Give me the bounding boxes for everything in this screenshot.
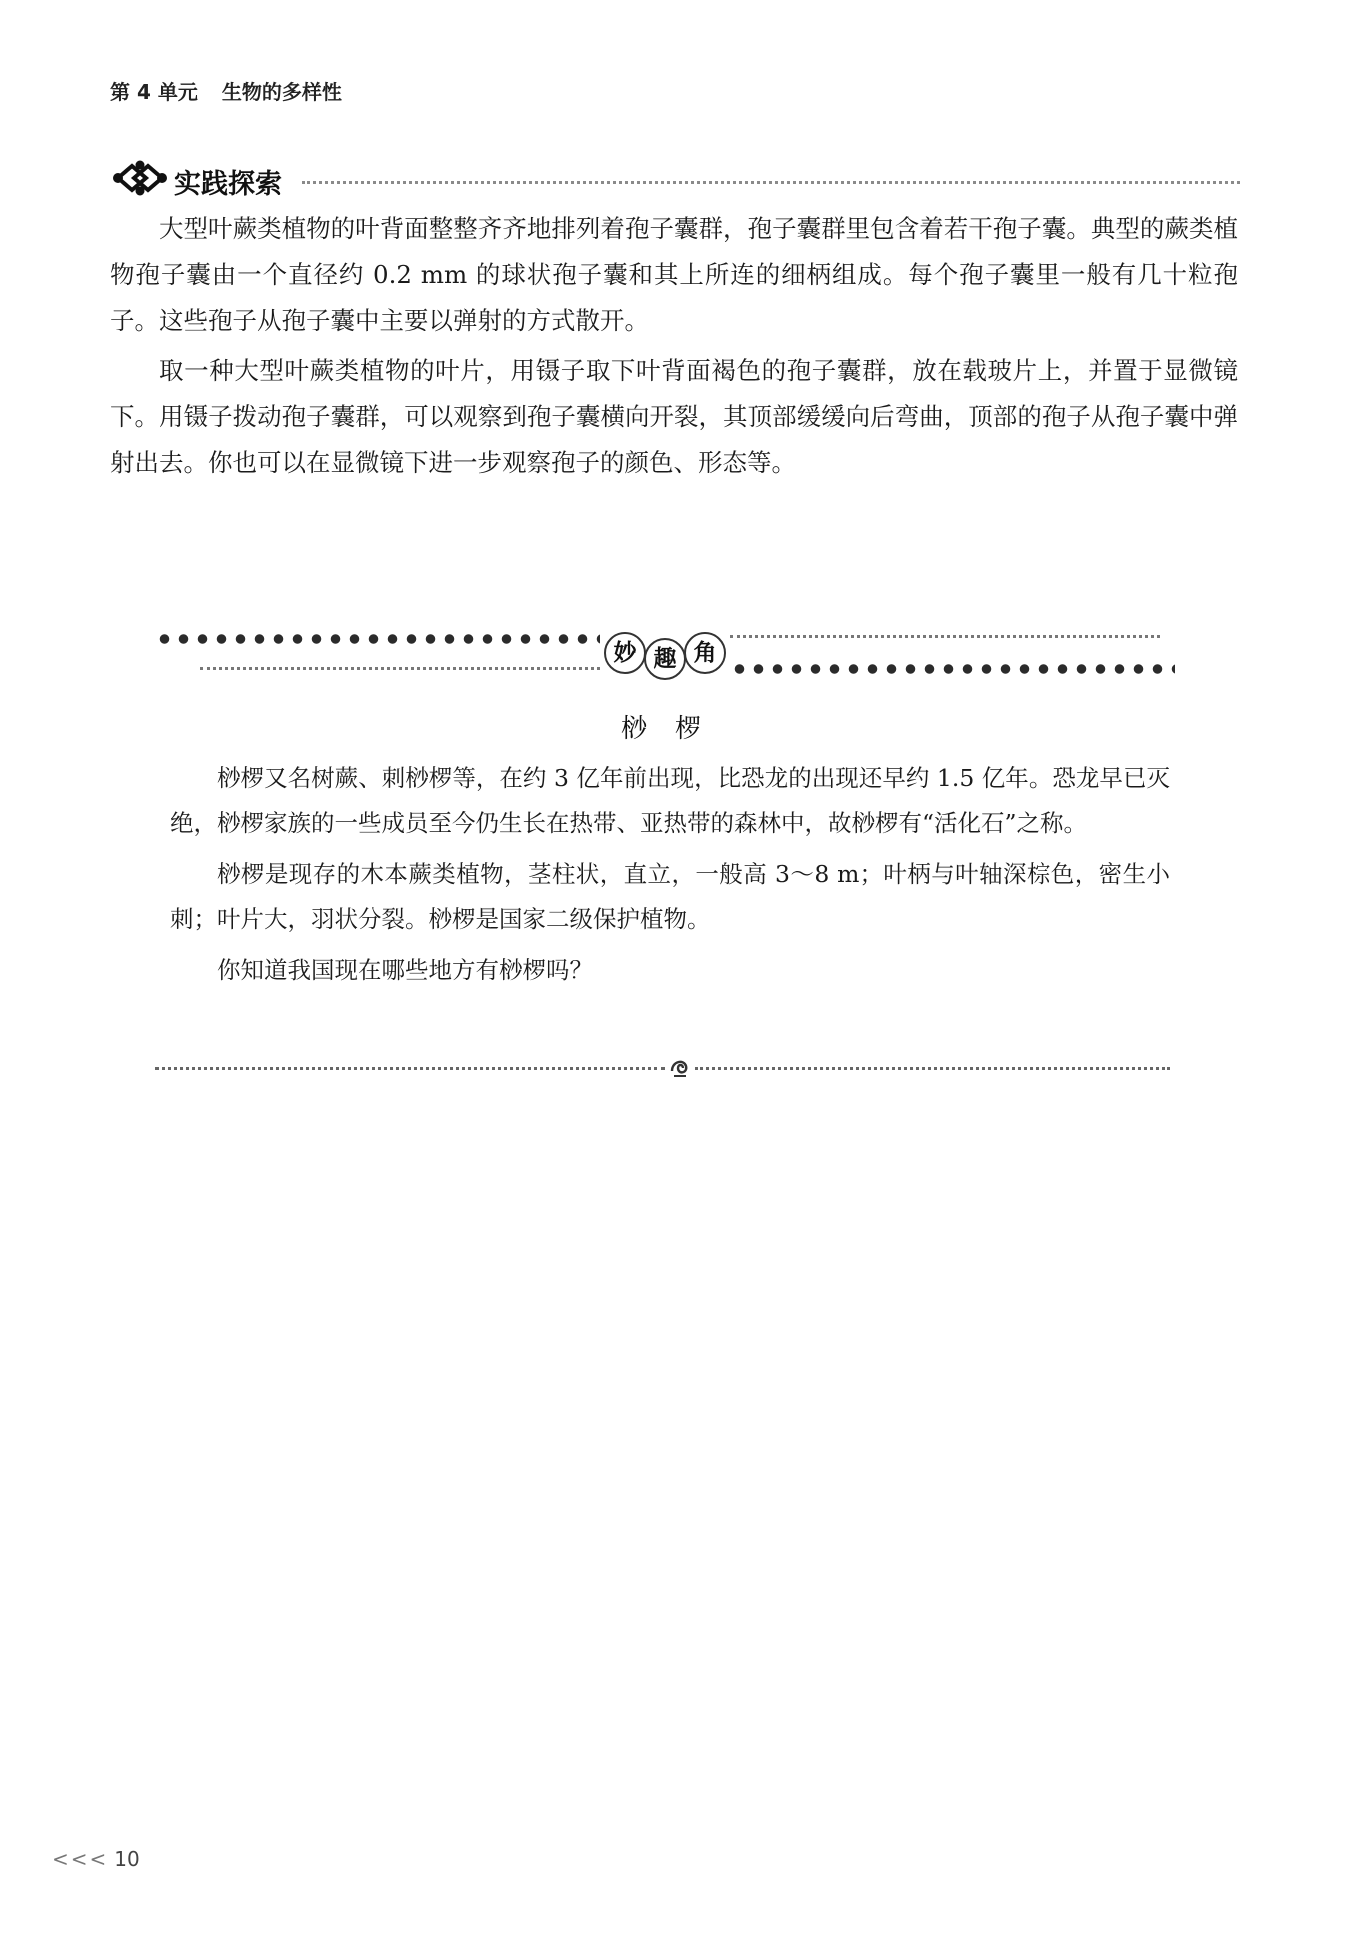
- chevrons-left-icon: <<<: [52, 1847, 109, 1871]
- banner-dotted-line: [200, 667, 600, 670]
- ornament-icon: [667, 1054, 693, 1080]
- banner-dotted-line: [730, 635, 1160, 638]
- page-number: 10: [114, 1847, 140, 1871]
- fun-corner-badge: [604, 624, 726, 678]
- badge-char: 妙: [604, 632, 646, 674]
- unit-topic: 生物的多样性: [221, 80, 342, 104]
- fun-paragraph: 桫椤又名树蕨、刺桫椤等，在约 3 亿年前出现，比恐龙的出现还早约 1.5 亿年。恐龙早已灭绝，桫椤家族的一些成员至今仍生长在热带、亚热带的森林中，故桫椤有“活化石”之称。: [170, 764, 1170, 837]
- section-divider: [302, 181, 1240, 184]
- practice-paragraph: 大型叶蕨类植物的叶背面整整齐齐地排列着孢子囊群，孢子囊群里包含着若干孢子囊。典型的蕨类植物孢子囊由一个直径约 0.2 mm 的球状孢子囊和其上所连的细柄组成。每个孢子囊里一般有几十粒孢子。这些孢子从孢子囊中主要以弹射的方式散开。: [110, 214, 1238, 335]
- badge-char: 角: [684, 632, 726, 674]
- practice-body: [110, 206, 1238, 490]
- practice-section-icon: [112, 160, 168, 196]
- page-footer: [52, 1847, 140, 1871]
- badge-char: 趣: [644, 638, 686, 680]
- fun-paragraph: 你知道我国现在哪些地方有桫椤吗？: [217, 956, 593, 984]
- fun-corner-body: [170, 756, 1170, 999]
- banner-dots: [730, 664, 1175, 674]
- unit-header: [110, 76, 342, 105]
- unit-label: 第 4 单元: [110, 80, 198, 104]
- practice-section-title: 实践探索: [174, 169, 282, 200]
- fun-paragraph: 桫椤是现存的木本蕨类植物，茎柱状，直立，一般高 3～8 m；叶柄与叶轴深棕色，密生小刺；叶片大，羽状分裂。桫椤是国家二级保护植物。: [170, 860, 1170, 933]
- end-divider: [155, 1054, 1170, 1080]
- fun-corner-banner: [155, 620, 1175, 690]
- practice-paragraph: 取一种大型叶蕨类植物的叶片，用镊子取下叶背面褐色的孢子囊群，放在载玻片上，并置于显微镜下。用镊子拨动孢子囊群，可以观察到孢子囊横向开裂，其顶部缓缓向后弯曲，顶部的孢子从孢子囊中弹射出去。你也可以在显微镜下进一步观察孢子的颜色、形态等。: [110, 356, 1238, 477]
- practice-section-header: [112, 158, 1240, 200]
- banner-dots: [155, 634, 600, 644]
- fun-corner-title: 桫椤: [620, 714, 729, 744]
